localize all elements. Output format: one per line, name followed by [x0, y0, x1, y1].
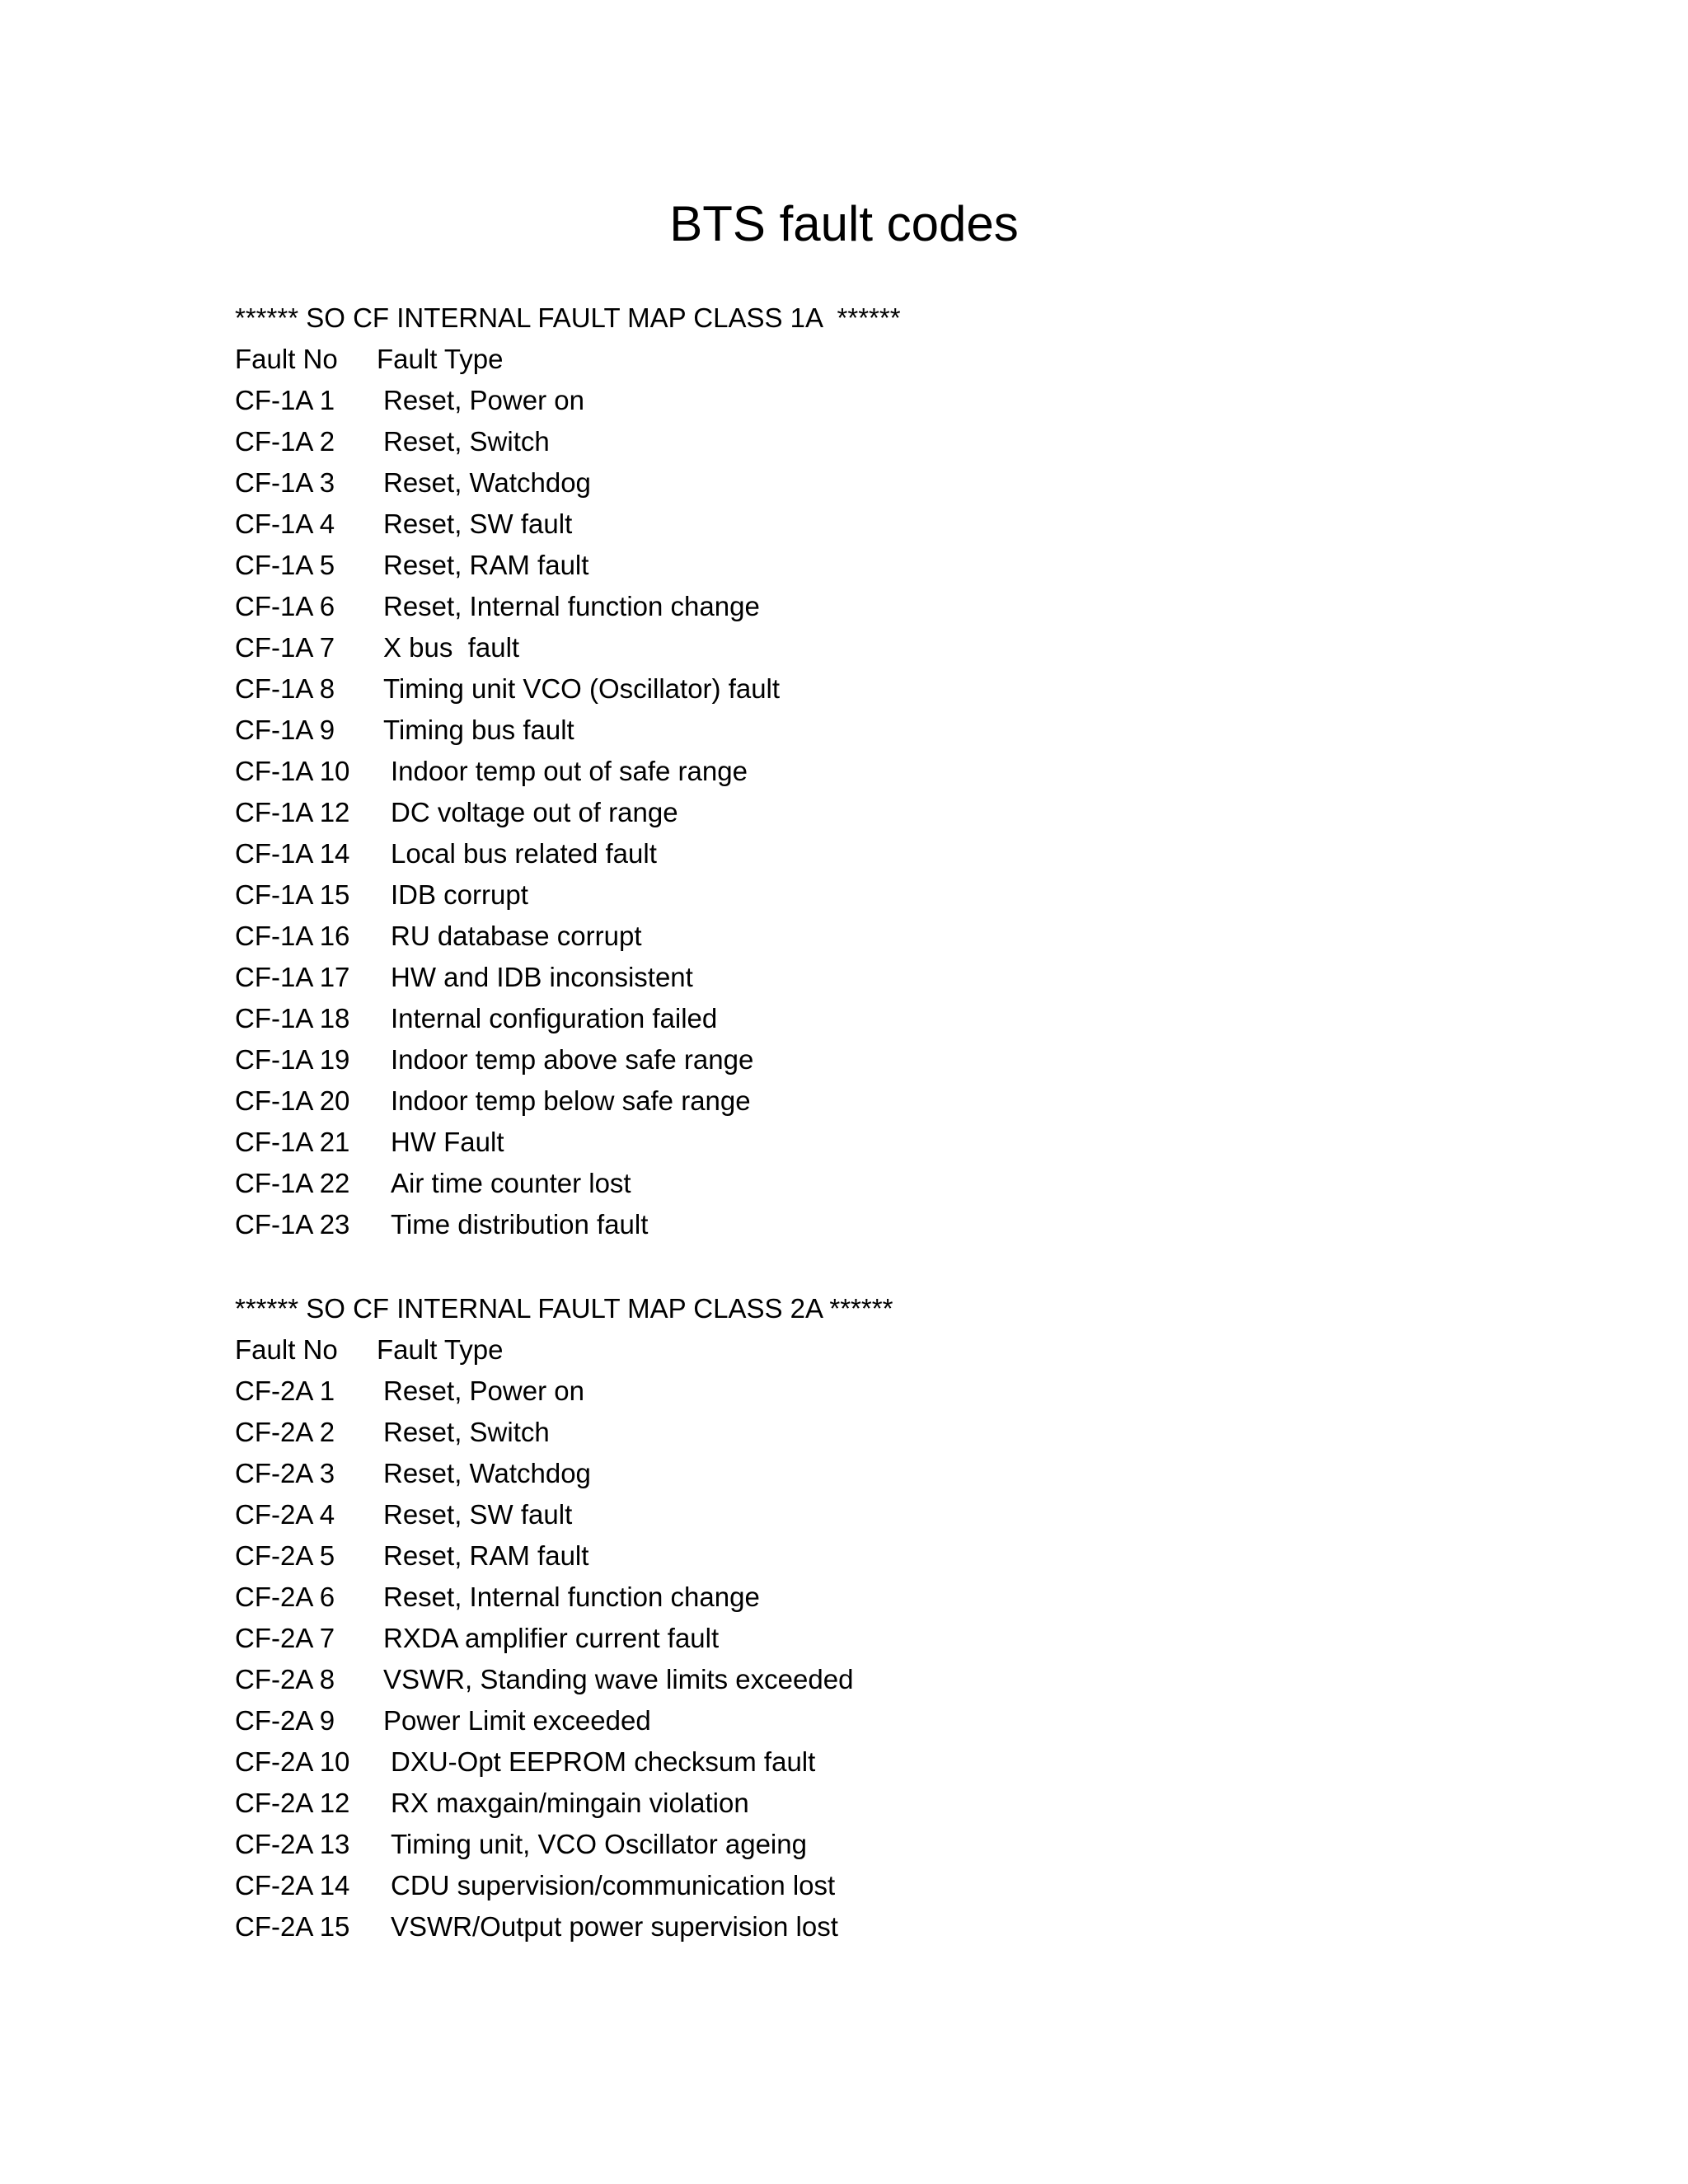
fault-type: Internal configuration failed: [391, 1003, 718, 1033]
fault-code: CF-1A 7: [235, 632, 335, 663]
fault-type: Reset, Switch: [383, 426, 550, 457]
fault-row: [235, 1659, 1554, 1700]
fault-type: Indoor temp above safe range: [391, 1044, 754, 1075]
column-header-fault-no: Fault No: [235, 344, 338, 374]
fault-row: [235, 751, 1554, 792]
fault-code: CF-2A 12: [235, 1788, 350, 1818]
fault-code: CF-1A 15: [235, 879, 350, 910]
fault-type: Reset, Power on: [383, 385, 584, 415]
fault-row: [235, 668, 1554, 710]
fault-type: Power Limit exceeded: [383, 1705, 651, 1736]
fault-type: Timing unit VCO (Oscillator) fault: [383, 673, 781, 704]
section-heading: ****** SO CF INTERNAL FAULT MAP CLASS 1A ******: [235, 302, 901, 333]
fault-code: CF-2A 3: [235, 1458, 335, 1488]
fault-code: CF-2A 5: [235, 1540, 335, 1571]
fault-code: CF-1A 12: [235, 797, 350, 827]
fault-code: CF-1A 21: [235, 1127, 350, 1157]
fault-type: RU database corrupt: [391, 921, 642, 951]
fault-type: HW Fault: [391, 1127, 504, 1157]
fault-type: HW and IDB inconsistent: [391, 962, 693, 992]
fault-type: Indoor temp below safe range: [391, 1085, 751, 1116]
fault-code: CF-1A 16: [235, 921, 350, 951]
column-headers: [235, 339, 1554, 380]
fault-type: RXDA amplifier current fault: [383, 1623, 720, 1653]
column-header-fault-type: Fault Type: [377, 344, 504, 374]
fault-type: Indoor temp out of safe range: [391, 756, 748, 786]
fault-code: CF-2A 13: [235, 1829, 350, 1859]
fault-code: CF-2A 7: [235, 1623, 335, 1653]
fault-row: [235, 710, 1554, 751]
fault-type: Reset, Watchdog: [383, 467, 591, 498]
fault-type: X bus fault: [383, 632, 520, 663]
fault-row: [235, 1080, 1554, 1122]
fault-type: Reset, RAM fault: [383, 1540, 589, 1571]
fault-code: CF-1A 19: [235, 1044, 350, 1075]
fault-code: CF-1A 2: [235, 426, 335, 457]
fault-type: CDU supervision/communication lost: [391, 1870, 836, 1900]
fault-row: [235, 586, 1554, 627]
section-heading: ****** SO CF INTERNAL FAULT MAP CLASS 2A ******: [235, 1293, 893, 1324]
fault-row: [235, 627, 1554, 668]
fault-type: Timing unit, VCO Oscillator ageing: [391, 1829, 807, 1859]
fault-code: CF-2A 10: [235, 1746, 350, 1777]
fault-row: [235, 545, 1554, 586]
fault-row: [235, 916, 1554, 957]
fault-row: [235, 1204, 1554, 1245]
fault-type: Reset, Watchdog: [383, 1458, 591, 1488]
fault-row: [235, 1906, 1554, 1947]
fault-code: CF-2A 8: [235, 1664, 335, 1694]
fault-row: [235, 1163, 1554, 1204]
fault-code: CF-2A 4: [235, 1499, 335, 1530]
fault-type: RX maxgain/mingain violation: [391, 1788, 749, 1818]
fault-row: [235, 421, 1554, 462]
fault-type: Reset, RAM fault: [383, 550, 589, 580]
fault-map-class-1a: [235, 298, 1554, 1245]
fault-row: [235, 380, 1554, 421]
fault-type: Reset, Switch: [383, 1417, 550, 1447]
fault-type: Reset, Internal function change: [383, 1582, 760, 1612]
fault-row: [235, 504, 1554, 545]
page-title: BTS fault codes: [669, 196, 1019, 251]
fault-code: CF-2A 14: [235, 1870, 350, 1900]
fault-row: [235, 1039, 1554, 1080]
fault-row: [235, 1122, 1554, 1163]
fault-type: Reset, SW fault: [383, 509, 573, 539]
fault-row: [235, 1494, 1554, 1535]
fault-row: [235, 462, 1554, 504]
column-header-fault-no: Fault No: [235, 1334, 338, 1365]
fault-code: CF-1A 3: [235, 467, 335, 498]
fault-code: CF-1A 17: [235, 962, 350, 992]
fault-type: IDB corrupt: [391, 879, 528, 910]
fault-code: CF-1A 4: [235, 509, 335, 539]
fault-code: CF-1A 23: [235, 1209, 350, 1240]
fault-code: CF-1A 1: [235, 385, 335, 415]
fault-row: [235, 833, 1554, 874]
fault-code: CF-1A 10: [235, 756, 350, 786]
fault-code: CF-1A 22: [235, 1168, 350, 1198]
fault-list: [235, 1371, 1554, 1947]
fault-row: [235, 1741, 1554, 1783]
fault-map-class-2a: [235, 1288, 1554, 1947]
fault-code: CF-1A 8: [235, 673, 335, 704]
fault-row: [235, 1618, 1554, 1659]
fault-type: Air time counter lost: [391, 1168, 631, 1198]
fault-row: [235, 1700, 1554, 1741]
fault-row: [235, 1371, 1554, 1412]
fault-type: Timing bus fault: [383, 715, 574, 745]
fault-row: [235, 792, 1554, 833]
fault-row: [235, 1783, 1554, 1824]
fault-code: CF-1A 18: [235, 1003, 350, 1033]
fault-code: CF-2A 2: [235, 1417, 335, 1447]
fault-row: [235, 1577, 1554, 1618]
fault-row: [235, 957, 1554, 998]
fault-code: CF-1A 20: [235, 1085, 350, 1116]
fault-row: [235, 874, 1554, 916]
fault-type: Local bus related fault: [391, 838, 657, 869]
fault-type: DC voltage out of range: [391, 797, 678, 827]
fault-code: CF-2A 15: [235, 1911, 350, 1942]
fault-type: Reset, Power on: [383, 1376, 584, 1406]
fault-code: CF-1A 9: [235, 715, 335, 745]
fault-type: VSWR/Output power supervision lost: [391, 1911, 838, 1942]
fault-row: [235, 1453, 1554, 1494]
fault-row: [235, 1865, 1554, 1906]
fault-type: VSWR, Standing wave limits exceeded: [383, 1664, 854, 1694]
fault-code: CF-2A 1: [235, 1376, 335, 1406]
column-header-fault-type: Fault Type: [377, 1334, 504, 1365]
column-headers: [235, 1329, 1554, 1371]
fault-code: CF-1A 14: [235, 838, 350, 869]
fault-code: CF-1A 5: [235, 550, 335, 580]
fault-type: Reset, SW fault: [383, 1499, 573, 1530]
fault-row: [235, 998, 1554, 1039]
fault-row: [235, 1824, 1554, 1865]
fault-code: CF-2A 9: [235, 1705, 335, 1736]
fault-code: CF-2A 6: [235, 1582, 335, 1612]
fault-row: [235, 1535, 1554, 1577]
fault-type: DXU-Opt EEPROM checksum fault: [391, 1746, 816, 1777]
fault-list: [235, 380, 1554, 1245]
fault-type: Reset, Internal function change: [383, 591, 760, 621]
fault-code: CF-1A 6: [235, 591, 335, 621]
fault-type: Time distribution fault: [391, 1209, 649, 1240]
fault-row: [235, 1412, 1554, 1453]
